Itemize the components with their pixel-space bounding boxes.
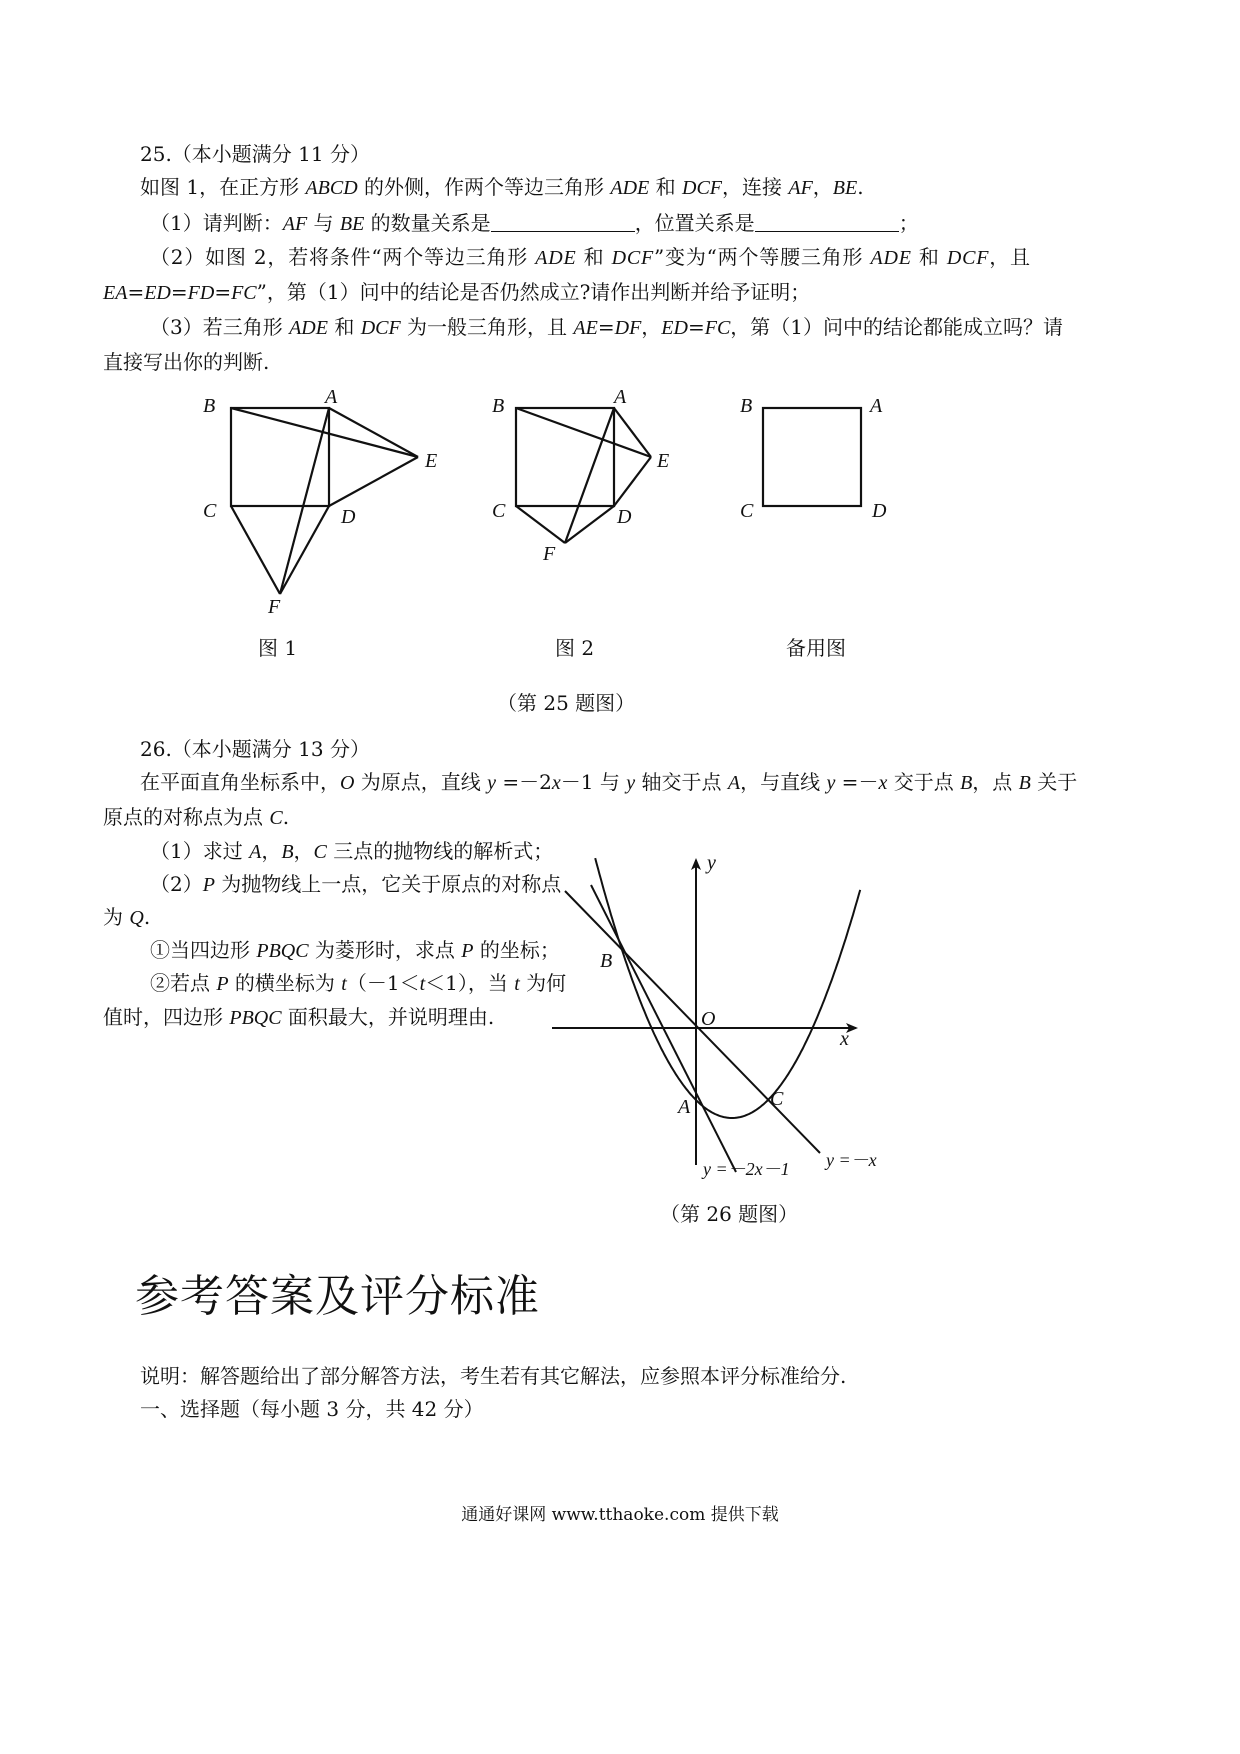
fig1-label-e: E bbox=[425, 450, 438, 472]
graph-label-line2: y =－x bbox=[826, 1150, 877, 1170]
q26-heading: 26.（本小题满分 13 分） bbox=[140, 737, 370, 761]
answers-section-choice: 一、选择题（每小题 3 分，共 42 分） bbox=[140, 1397, 484, 1421]
q26-part2-line2: 为 Q. bbox=[103, 905, 151, 929]
fig3-label-c: C bbox=[740, 500, 754, 522]
q26-figure-caption: （第 26 题图） bbox=[660, 1202, 799, 1226]
fig2-label-c: C bbox=[492, 500, 506, 522]
q26-subpart2-line1: ②若点 P 的横坐标为 t（－1＜t＜1），当 t 为何 bbox=[150, 971, 567, 995]
answers-title: 参考答案及评分标准 bbox=[135, 1271, 540, 1322]
q26-part1: （1）求过 A，B，C 三点的抛物线的解析式； bbox=[150, 839, 554, 863]
q25-part2-line1: （2）如图 2，若将条件“两个等边三角形 ADE 和 DCF”变为“两个等腰三角形 ADE 和 DCF，且 bbox=[150, 245, 1031, 269]
q26-intro-line2: 原点的对称点为点 C. bbox=[103, 805, 290, 829]
q26-part2-line1: （2）P 为抛物线上一点，它关于原点的对称点 bbox=[150, 872, 562, 896]
fig2-caption: 图 2 bbox=[555, 636, 595, 660]
fig3-label-a: A bbox=[870, 395, 883, 417]
q25-part3-line1: （3）若三角形 ADE 和 DCF 为一般三角形，且 AE=DF，ED=FC，第（1）问中的结论都能成立吗？请 bbox=[150, 315, 1064, 339]
fig1-caption: 图 1 bbox=[258, 636, 298, 660]
line-y-neg-x bbox=[565, 891, 820, 1153]
q25-heading: 25.（本小题满分 11 分） bbox=[140, 142, 370, 166]
fig1-label-b: B bbox=[203, 395, 216, 417]
q25-part2-line2: EA=ED=FD=FC”，第（1）问中的结论是否仍然成立?请作出判断并给予证明； bbox=[103, 280, 811, 304]
q25-figure-caption: （第 25 题图） bbox=[497, 691, 636, 715]
graph-label-origin: O bbox=[701, 1008, 716, 1030]
fig3-label-b: B bbox=[740, 395, 753, 417]
q26-intro-line1: 在平面直角坐标系中，O 为原点，直线 y =－2x－1 与 y 轴交于点 A，与直线 y =－x 交于点 B，点 B 关于 bbox=[140, 770, 1078, 794]
graph-label-b: B bbox=[600, 950, 613, 972]
fig2-label-a: A bbox=[614, 386, 627, 408]
fig1-label-f: F bbox=[268, 596, 281, 618]
fig1-label-d: D bbox=[341, 506, 356, 528]
q26-subpart1: ①当四边形 PBQC 为菱形时，求点 P 的坐标； bbox=[150, 938, 560, 962]
fig2-label-d: D bbox=[617, 506, 632, 528]
q25-intro: 如图 1，在正方形 ABCD 的外侧，作两个等边三角形 ADE 和 DCF，连接 AF，BE. bbox=[140, 175, 864, 199]
fig2-label-b: B bbox=[492, 395, 505, 417]
answers-note: 说明：解答题给出了部分解答方法，考生若有其它解法，应参照本评分标准给分. bbox=[140, 1364, 847, 1388]
graph-label-x-axis: x bbox=[840, 1028, 849, 1050]
fig2-label-f: F bbox=[543, 543, 556, 565]
graph-label-c: C bbox=[770, 1088, 784, 1110]
fig3-label-d: D bbox=[872, 500, 887, 522]
parabola-curve bbox=[595, 858, 860, 1118]
q26-subpart2-line2: 值时，四边形 PBQC 面积最大，并说明理由. bbox=[103, 1005, 495, 1029]
graph-label-y-axis: y bbox=[707, 852, 716, 874]
fig2-label-e: E bbox=[657, 450, 670, 472]
graph-label-line1: y =－2x－1 bbox=[703, 1159, 790, 1179]
fig3-caption: 备用图 bbox=[786, 636, 846, 660]
fig1-label-c: C bbox=[203, 500, 217, 522]
q25-part1: （1）请判断：AF 与 BE 的数量关系是 ，位置关系是 ； bbox=[150, 211, 919, 235]
fig1-label-a: A bbox=[325, 386, 338, 408]
q25-part3-line2: 直接写出你的判断. bbox=[103, 350, 270, 374]
page-footer: 通通好课网 www.tthaoke.com 提供下载 bbox=[461, 1505, 779, 1525]
graph-label-a: A bbox=[678, 1096, 691, 1118]
